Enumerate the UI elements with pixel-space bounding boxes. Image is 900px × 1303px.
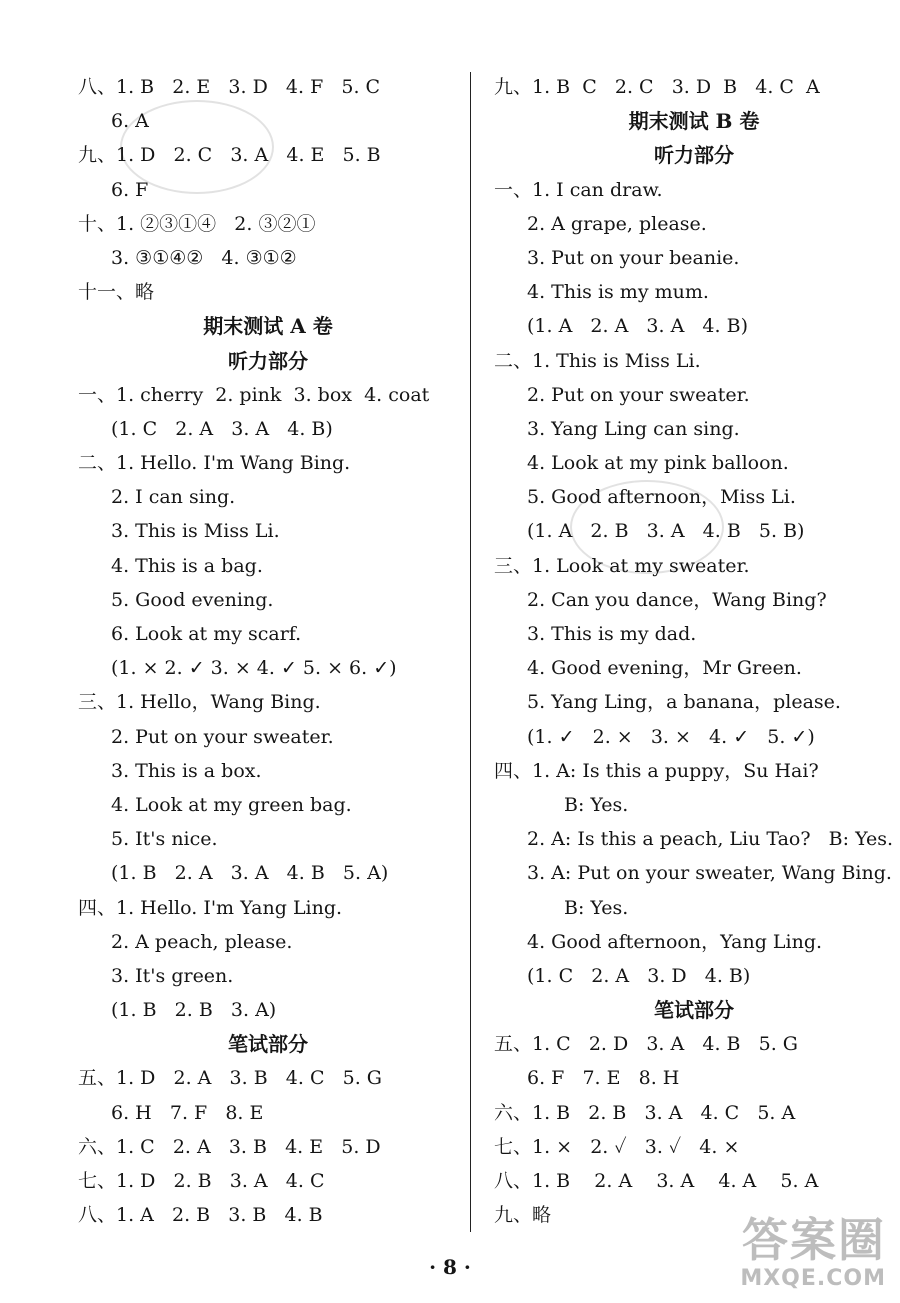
answer-line: 4. Look at my green bag. (111, 793, 352, 816)
answer-line: 三、1. Hello，Wang Bing. (78, 691, 321, 714)
answer-line: 4. Good evening，Mr Green. (527, 657, 802, 680)
answer-line: 5. It's nice. (111, 828, 218, 851)
answer-line: 一、1. I can draw. (494, 178, 663, 201)
answer-line: (1. A 2. A 3. A 4. B) (527, 315, 748, 338)
answer-line: (1. C 2. A 3. A 4. B) (111, 417, 333, 440)
answer-line: 6. F 7. E 8. H (527, 1067, 680, 1090)
section-heading: 期末测试 B 卷 (628, 109, 760, 134)
answer-line: 三、1. Look at my sweater. (494, 554, 750, 577)
site-watermark (740, 1214, 886, 1291)
answer-line: 一、1. cherry 2. pink 3. box 4. coat (78, 383, 430, 406)
section-heading: 听力部分 (654, 143, 734, 168)
answer-line: 九、1. D 2. C 3. A 4. E 5. B (78, 144, 381, 167)
answer-line: 6. F (111, 178, 149, 201)
answer-line: 4. Look at my pink balloon. (527, 452, 789, 475)
answer-line: 八、1. A 2. B 3. B 4. B (78, 1204, 323, 1227)
answer-line: 七、1. × 2. ✓ 3. ✓ 4. × (494, 1135, 740, 1158)
answer-line: (1. B 2. B 3. A) (111, 999, 277, 1022)
answer-line: (1. A 2. B 3. A 4. B 5. B) (527, 520, 805, 543)
answer-line: (1. × 2. ✓ 3. × 4. ✓ 5. × 6. ✓) (111, 657, 397, 680)
answer-line: 5. Yang Ling，a banana，please. (527, 691, 841, 714)
answer-line: 3. A: Put on your sweater, Wang Bing. (527, 862, 892, 885)
answer-line: 3. Yang Ling can sing. (527, 417, 740, 440)
column-divider (470, 72, 471, 1232)
answer-line: 6. Look at my scarf. (111, 623, 302, 645)
answer-line: 二、1. This is Miss Li. (494, 349, 701, 372)
answer-line: 九、略 (494, 1204, 552, 1227)
answer-line: 5. Good afternoon，Miss Li. (527, 486, 796, 509)
answer-line: 二、1. Hello. I'm Wang Bing. (78, 452, 351, 475)
answer-line: 2. Can you dance，Wang Bing? (527, 588, 827, 611)
answer-line: 六、1. C 2. A 3. B 4. E 5. D (78, 1135, 381, 1158)
answer-line: 十一、略 (78, 281, 155, 304)
answer-line: 3. This is my dad. (527, 623, 697, 645)
answer-line: 6. A (111, 110, 149, 133)
answer-line: 六、1. B 2. B 3. A 4. C 5. A (494, 1101, 796, 1124)
answer-line: 四、1. Hello. I'm Yang Ling. (78, 896, 343, 919)
watermark-url: MXQE.COM (740, 1266, 886, 1291)
answer-line: (1. C 2. A 3. D 4. B) (527, 964, 751, 987)
answer-line: B: Yes. (564, 896, 629, 919)
answer-line: 八、1. B 2. A 3. A 4. A 5. A (494, 1170, 819, 1192)
section-heading: 期末测试 A 卷 (203, 314, 333, 339)
answer-line: 4. Good afternoon，Yang Ling. (527, 930, 823, 953)
answer-line: 4. This is a bag. (111, 554, 263, 577)
answer-line: 5. Good evening. (111, 588, 274, 611)
answer-line: 2. A: Is this a peach, Liu Tao? B: Yes. (527, 828, 893, 851)
answer-line: 2. A grape, please. (527, 212, 707, 235)
answer-line: B: Yes. (564, 793, 629, 816)
answer-line: 2. Put on your sweater. (111, 725, 334, 748)
right-answer-column (494, 70, 894, 1232)
answer-line: 七、1. D 2. B 3. A 4. C (78, 1170, 325, 1192)
page-number: · 8 · (429, 1255, 471, 1279)
answer-line: 2. Put on your sweater. (527, 383, 750, 406)
answer-line: 十、1. ②③①④ 2. ③②① (78, 212, 316, 235)
answer-line: 6. H 7. F 8. E (111, 1101, 264, 1124)
answer-line: 2. I can sing. (111, 486, 236, 509)
answer-line: (1. ✓ 2. × 3. × 4. ✓ 5. ✓) (527, 725, 815, 748)
answer-line: 3. Put on your beanie. (527, 246, 740, 269)
section-heading: 笔试部分 (228, 1032, 308, 1057)
answer-line: 五、1. C 2. D 3. A 4. B 5. G (494, 1033, 798, 1056)
answer-line: 3. ③①④② 4. ③①② (111, 246, 297, 269)
answer-line: (1. B 2. A 3. A 4. B 5. A) (111, 862, 389, 885)
answer-line: 九、1. B C 2. C 3. D B 4. C A (494, 76, 820, 98)
answer-line: 2. A peach, please. (111, 930, 293, 953)
answer-line: 四、1. A: Is this a puppy，Su Hai? (494, 759, 819, 782)
left-answer-column (78, 70, 458, 1232)
section-heading: 听力部分 (228, 348, 308, 373)
answer-line: 五、1. D 2. A 3. B 4. C 5. G (78, 1067, 382, 1090)
answer-line: 3. It's green. (111, 964, 234, 987)
section-heading: 笔试部分 (654, 998, 734, 1023)
answer-line: 八、1. B 2. E 3. D 4. F 5. C (78, 76, 381, 98)
watermark-chinese: 答案圈 (742, 1213, 886, 1267)
answer-line: 3. This is Miss Li. (111, 520, 280, 543)
answer-line: 3. This is a box. (111, 759, 262, 782)
answer-line: 4. This is my mum. (527, 281, 709, 304)
